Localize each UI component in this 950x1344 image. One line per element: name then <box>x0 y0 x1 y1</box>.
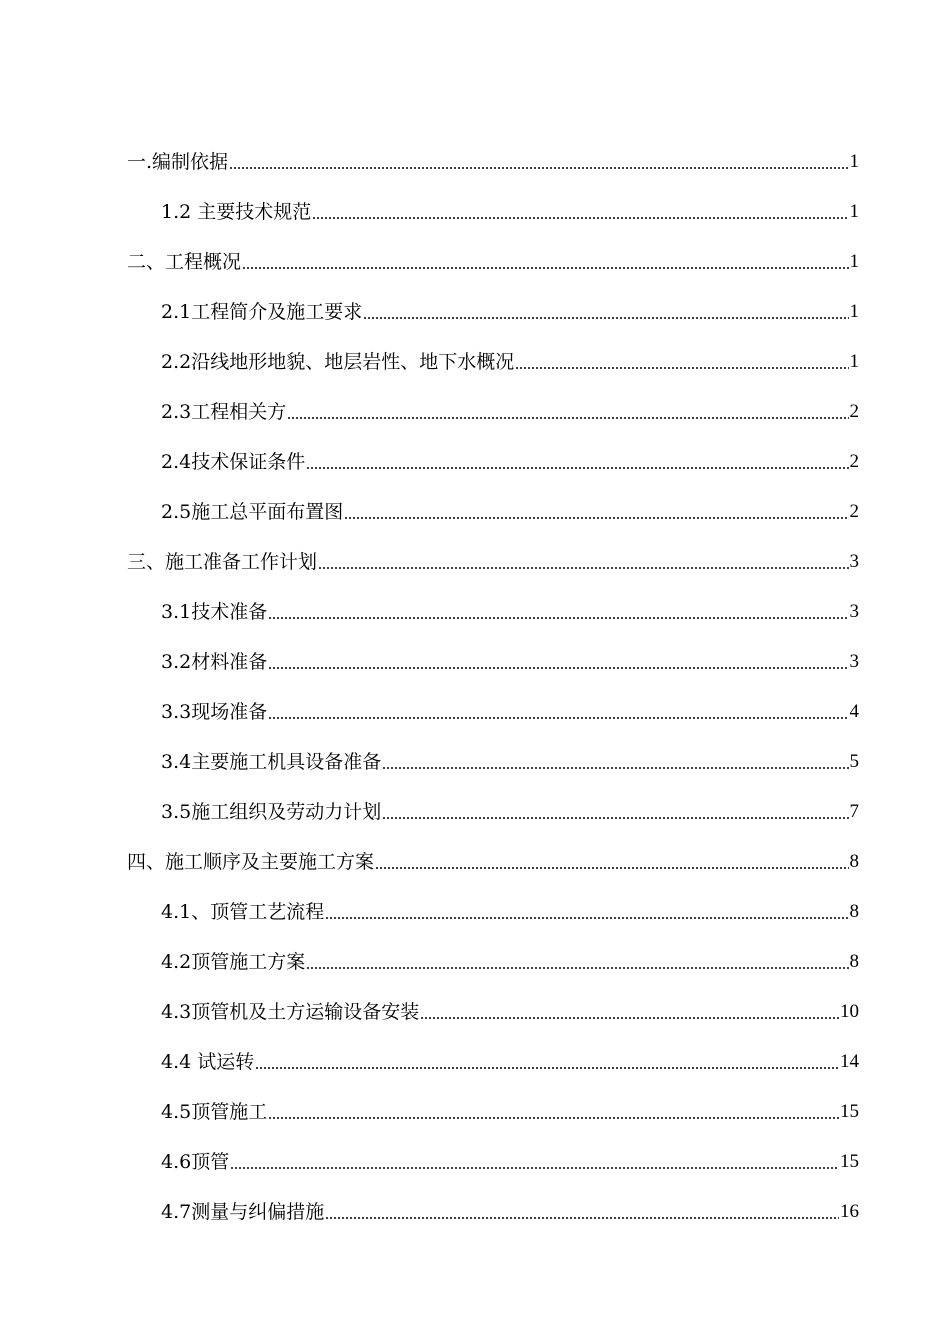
toc-entry[interactable] <box>127 483 859 533</box>
toc-entry-page: 5 <box>849 751 859 772</box>
toc-entry[interactable] <box>127 933 859 983</box>
toc-entry-title: 2.4技术保证条件 <box>161 451 306 473</box>
toc-entry-title: 4.3顶管机及土方运输设备安装 <box>161 1001 420 1023</box>
dot-leader <box>268 617 848 619</box>
toc-entry-title: 二、工程概况 <box>127 251 242 273</box>
toc-entry[interactable] <box>127 433 859 483</box>
toc-entry-page: 2 <box>849 501 859 522</box>
toc-entry[interactable] <box>127 733 859 783</box>
table-of-contents <box>127 133 859 1233</box>
toc-entry[interactable] <box>127 833 859 883</box>
toc-entry[interactable] <box>127 383 859 433</box>
toc-entry[interactable] <box>127 133 859 183</box>
toc-entry[interactable] <box>127 533 859 583</box>
toc-entry-title: 三、施工准备工作计划 <box>127 551 318 573</box>
toc-entry-title: 2.5施工总平面布置图 <box>161 501 344 523</box>
toc-entry[interactable] <box>127 983 859 1033</box>
dot-leader <box>375 867 848 869</box>
toc-entry[interactable] <box>127 1183 859 1233</box>
dot-leader <box>268 717 848 719</box>
dot-leader <box>318 567 848 569</box>
toc-entry-title: 4.7测量与纠偏措施 <box>161 1201 325 1223</box>
dot-leader <box>344 517 848 519</box>
toc-entry[interactable] <box>127 883 859 933</box>
toc-entry-page: 15 <box>840 1151 859 1172</box>
toc-entry-page: 1 <box>849 201 859 222</box>
toc-entry-page: 16 <box>840 1201 859 1222</box>
dot-leader <box>229 167 848 169</box>
toc-entry-title: 4.6顶管 <box>161 1151 230 1173</box>
toc-entry-page: 15 <box>840 1101 859 1122</box>
toc-entry-page: 1 <box>849 151 859 172</box>
toc-entry-page: 1 <box>849 251 859 272</box>
toc-entry[interactable] <box>127 1083 859 1133</box>
toc-entry[interactable] <box>127 233 859 283</box>
toc-entry[interactable] <box>127 633 859 683</box>
toc-entry-title: 4.5顶管施工 <box>161 1101 268 1123</box>
toc-entry-page: 3 <box>849 551 859 572</box>
dot-leader <box>230 1167 839 1169</box>
dot-leader <box>325 917 848 919</box>
toc-entry-page: 3 <box>849 601 859 622</box>
dot-leader <box>325 1217 839 1219</box>
toc-entry[interactable] <box>127 183 859 233</box>
toc-entry-title: 3.1技术准备 <box>161 601 268 623</box>
toc-entry-page: 4 <box>849 701 859 722</box>
dot-leader <box>255 1067 839 1069</box>
toc-entry-title: 3.3现场准备 <box>161 701 268 723</box>
toc-entry-title: 3.5施工组织及劳动力计划 <box>161 801 382 823</box>
dot-leader <box>306 967 848 969</box>
toc-entry-page: 2 <box>849 451 859 472</box>
toc-entry[interactable] <box>127 583 859 633</box>
toc-entry-title: 3.2材料准备 <box>161 651 268 673</box>
toc-entry[interactable] <box>127 1133 859 1183</box>
toc-entry-page: 1 <box>849 301 859 322</box>
toc-entry-page: 8 <box>849 951 859 972</box>
toc-entry-page: 8 <box>849 851 859 872</box>
toc-entry[interactable] <box>127 283 859 333</box>
toc-entry-title: 4.2顶管施工方案 <box>161 951 306 973</box>
toc-entry[interactable] <box>127 783 859 833</box>
toc-entry-title: 3.4主要施工机具设备准备 <box>161 751 382 773</box>
toc-entry-title: 4.1、顶管工艺流程 <box>161 901 325 923</box>
toc-entry-title: 1.2 主要技术规范 <box>161 201 312 223</box>
dot-leader <box>515 367 848 369</box>
toc-entry-title: 一.编制依据 <box>127 151 229 173</box>
toc-entry-page: 8 <box>849 901 859 922</box>
toc-entry-page: 1 <box>849 351 859 372</box>
dot-leader <box>268 1117 839 1119</box>
toc-entry-page: 2 <box>849 401 859 422</box>
toc-entry-page: 3 <box>849 651 859 672</box>
dot-leader <box>382 767 848 769</box>
toc-entry-title: 四、施工顺序及主要施工方案 <box>127 851 375 873</box>
dot-leader <box>242 267 848 269</box>
toc-entry-title: 2.1工程简介及施工要求 <box>161 301 363 323</box>
dot-leader <box>312 217 848 219</box>
dot-leader <box>382 817 848 819</box>
toc-entry[interactable] <box>127 1033 859 1083</box>
dot-leader <box>363 317 848 319</box>
toc-entry-title: 4.4 试运转 <box>161 1051 255 1073</box>
toc-entry-page: 14 <box>840 1051 859 1072</box>
dot-leader <box>287 417 848 419</box>
toc-entry-title: 2.2沿线地形地貌、地层岩性、地下水概况 <box>161 351 515 373</box>
toc-entry[interactable] <box>127 333 859 383</box>
dot-leader <box>268 667 848 669</box>
dot-leader <box>306 467 848 469</box>
toc-entry-title: 2.3工程相关方 <box>161 401 287 423</box>
toc-entry-page: 7 <box>849 801 859 822</box>
toc-entry-page: 10 <box>840 1001 859 1022</box>
dot-leader <box>420 1017 839 1019</box>
toc-entry[interactable] <box>127 683 859 733</box>
